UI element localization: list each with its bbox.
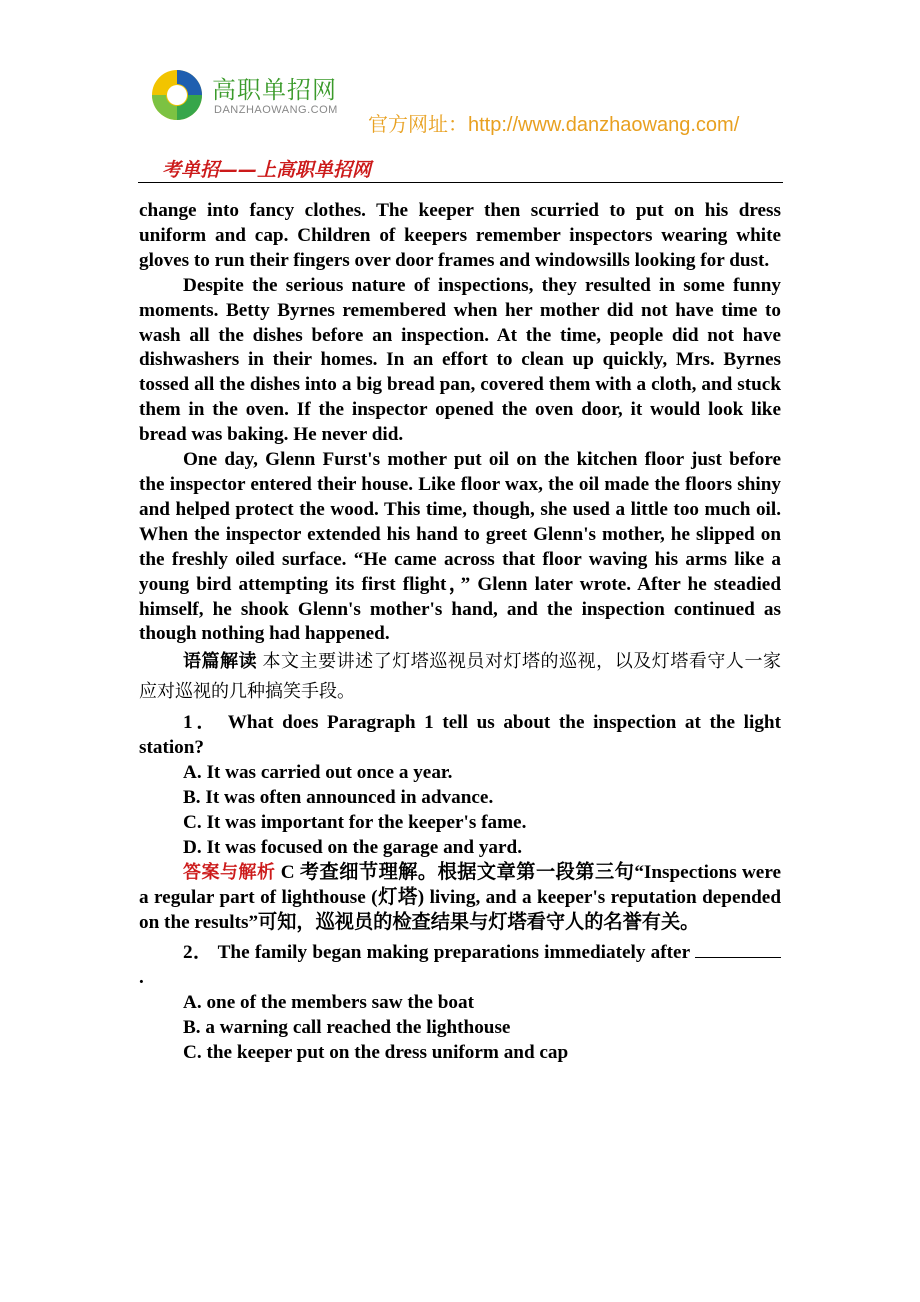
question-2-option-a: A. one of the members saw the boat <box>183 992 474 1014</box>
discourse-analysis <box>139 647 781 707</box>
slogan: 考单招——上高职单招网 <box>162 159 372 181</box>
question-2-option-c: C. the keeper put on the dress uniform and cap <box>183 1042 569 1064</box>
question-2-option-b: B. a warning call reached the lighthouse <box>183 1017 511 1039</box>
question-1-stem: 1． What does Paragraph 1 tell us about the inspection at the light station? <box>139 712 781 759</box>
official-site-link[interactable]: 官方网址：http://www.danzhaowang.com/ <box>368 114 740 136</box>
brand-name: 高职单招网 <box>212 76 337 104</box>
logo-icon <box>150 68 204 122</box>
header-divider <box>138 182 783 183</box>
question-2-stem-text: 2． The family began making preparations immediately after <box>183 942 690 964</box>
question-1-option-b: B. It was often announced in advance. <box>183 787 494 809</box>
question-2-stem-end: . <box>139 967 144 989</box>
document-body <box>139 199 781 1066</box>
question-1-option-d: D. It was focused on the garage and yard. <box>183 836 522 858</box>
analysis-label: 语篇解读 <box>183 651 258 673</box>
passage-paragraph-1: change into fancy clothes. The keeper then scurried to put on his dress uniform and cap. Children of keepers remember inspectors wearing white gloves to run their fingers over door frames and windowsills looking for dust. <box>139 200 781 271</box>
question-1-option-a: A. It was carried out once a year. <box>183 762 453 784</box>
brand-domain: DANZHAOWANG.COM <box>214 104 338 116</box>
question-2-stem <box>139 939 781 991</box>
answer-label: 答案与解析 <box>183 861 276 883</box>
question-1-option-c: C. It was important for the keeper's fame. <box>183 811 527 833</box>
passage-paragraph-3: One day, Glenn Furst's mother put oil on the kitchen floor just before the inspector entered their house. Like floor wax, the oil made the floors shiny and helped protect the wood. This time, though, she used a little too much oil. When the inspector extended his hand to greet Glenn's mother, he slipped on the freshly oiled surface. “He came across that floor waving his arms like a young bird attempting its first flight，” Glenn later wrote. After he steadied himself, he shook Glenn's mother's hand, and the inspection continued as though nothing had happened. <box>139 449 781 645</box>
answer-explanation: C 考查细节理解。根据文章第一段第三句“Inspections were a regular part of lighthouse (灯塔) living, and a keeper's reputation depended on the results”可知，巡视员的检查结果与灯塔看守人的名誉有关。 <box>139 861 782 933</box>
page-header <box>0 0 920 190</box>
analysis-text: 本文主要讲述了灯塔巡视员对灯塔的巡视，以及灯塔看守人一家应对巡视的几种搞笑手段。 <box>139 651 782 703</box>
passage-paragraph-2: Despite the serious nature of inspections, they resulted in some funny moments. Betty Byrnes remembered when her mother did not have time to wash all the dishes before an inspection. At the time, people did not have dishwashers in their homes. In an effort to clean up quickly, Mrs. Byrnes tossed all the dishes into a big bread pan, covered them with a cloth, and stuck them in the oven. If the inspector opened the oven door, it would look like bread was baking. He never did. <box>139 274 781 446</box>
answer-blank <box>695 939 781 958</box>
question-1-answer <box>139 861 781 936</box>
